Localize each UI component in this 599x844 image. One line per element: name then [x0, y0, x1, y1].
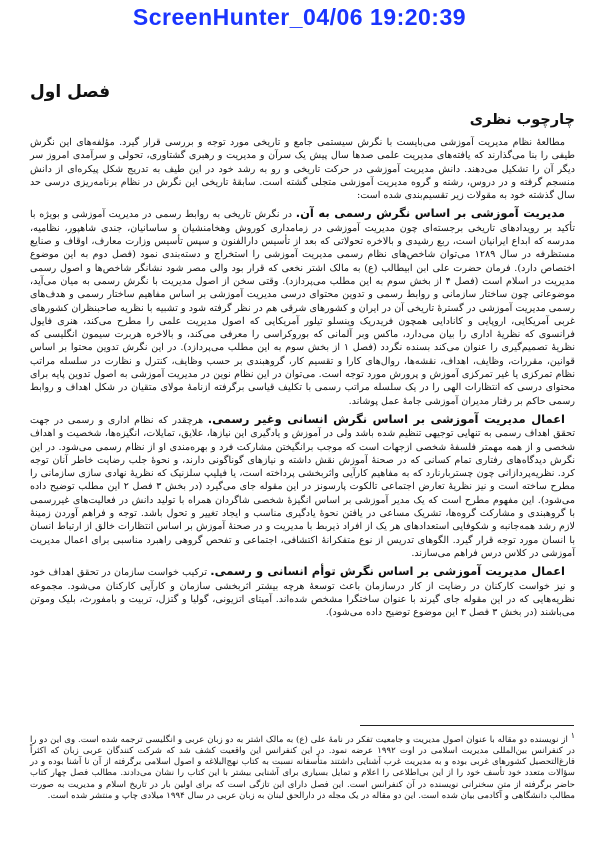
footnote-marker: ۱: [570, 731, 575, 740]
paragraph-heading: مدیریت آموزشی بر اساس نگرش رسمی به آن.: [295, 206, 566, 221]
footnote: [30, 730, 575, 802]
screenhunter-watermark: ScreenHunter_04/06 19:20:39: [132, 4, 467, 30]
section-title: چارچوب نظری: [469, 112, 575, 128]
paragraph-text: هرچقدر که نظام اداری و رسمی در جهت تحقق اهداف رسمی به تنهایی توجیهی تنظیم شده باشد ولی در آموزش و یادگیری این نیازها، علایق، تمایلات، انگیزه‌ها، شخصیت و اهداف شخصی و از همه مهمتر فلسفهٔ شخصی ازجهات است که موجب برانگیختن مشارکت فرد و بهره‌مندی او از نظام رسمی می‌شود. در این نگرش دیدگاه‌های رفتاری تمام کسانی که در صحنهٔ آموزش نقش داشته و نیازهای گوناگونی دارند، و نحوهٔ جلب رضایت خاطر آنان توجه کرد. نظریه‌پردازانی چون چستربارنارد که به مفاهیم کارآیی واثربخشی پرداخته است، یا فیلیپ سلزنیک که نظریهٔ نهادی سازی سازمانی را مطرح ساخته است و نیز نظریهٔ تعارض اجتماعی تالکوت پارسونز در این مقوله جای می‌گیرد (در بخش ۳ فصل ۲ این مطلب توضیح داده می‌شود). این مفهوم مطرح است که یک مدیر آموزشی بر اساس انگیزهٔ شخصی شاگردان همراه با تولید دانش در فعالیت‌های غیررسمی با گروهبندی و مشارکت گروه‌ها، تشریک مساعی در یافتن نحوهٔ یادگیری مناسب و ایجاد تغییر و تحول باشد. توجه و فراهم آوردن زمینهٔ لازم رشد همه‌جانبه و شکوفایی استعدادهای هر یک از افراد ذیربط با مدیریت و در صحنهٔ آموزش بر اساس انتظارات خالق از ارتباط انسان با انسان مورد توجه قرار گیرد. الگوهای تدریس از نوع متفکرانهٔ اکتشافی، اجتماعی و تفحص گروهی راهبرد مناسبی برای اعمال مدیریت آموزشی در کلاس درس فراهم می‌سازند.: [30, 414, 576, 559]
paragraph-formal: [30, 207, 575, 407]
paragraph-human: [30, 413, 575, 560]
paragraph-heading: اعمال مدیریت آموزشی بر اساس نگرش انسانی وغیر رسمی.: [207, 411, 565, 426]
chapter-title: فصل اول: [30, 82, 111, 102]
footnote-divider: [360, 725, 574, 726]
footnote-text: از نویسنده دو مقاله با عنوان اصول مدیریت و جامعیت تفکر در نامهٔ علی (ع) به مالک اشتر به دو زبان عربی و انگلیسی ترجمه شده است. وی این دو را در کنفرانس بین‌المللی مدیریت اسلامی در اوت ۱۹۹۲ عرضه نمود. در این کنفرانس این واقعیت کشف شد که شرکت کنندگان عربی زبان که اکثراً فارغ‌التحصیل کشورهای غربی بوده و به مدیریت غرب آشنایی داشتند متأسفانه نسبت به کتاب نهج‌البلاغه و اصول اسلامی برگرفته از آن نا آشنا بوده و در سؤالات متعدد خود تأسف خود را از این بی‌اطلاعی را اعلام و تمایل بسیاری برای آشنایی بیشتر با این کتاب را نشان می‌دادند. مطالب فصل چهار کتاب حاضر برگرفته از متن سخنرانی نویسنده در آن کنفرانس است. این فصل دارای این تازگی است که برای اولین بار در تاریخ اسلام و مدیریت به صورت مطالب دانشگاهی و آکادمی بیان شده است. این دو مقاله در یک مجله در دارالحق لبنان به زبان عربی در سال ۱۹۹۴ میلادی چاپ و منتشر شده است.: [30, 734, 575, 801]
intro-paragraph: مطالعهٔ نظام مدیریت آموزشی می‌بایست با نگرش سیستمی جامع و تاریخی مورد توجه و بررسی قرار گیرد. مؤلفه‌های این نگرش طیفی را بنا می‌گذارند که یافته‌های مدیریت علمی صدها سال پیش یک سرآن و مدیریت و رهبری گشتاوری، تحولی و سرآمدی امروز سر دیگر آن را تشکیل می‌دهند. دانش مدیریت آموزشی در حرکت تاریخی و رو به رشد خود در این طیف به تدریج شکل پیکره‌ای از دانش منسجم گرفته و در دروس، رشته و گروه مدیریت آموزشی متجلی گشته است. سابقهٔ تاریخی این نگرش در نظام برنامه‌ریزی درسی حد سال گذشته خود به مقولات زیر تقسیم‌بندی شده است:: [30, 137, 575, 202]
paragraph-text: در نگرش تاریخی به روابط رسمی در مدیریت آموزشی و بویژه با تأکید بر رویدادهای تاریخی برجسته‌ای چون مدیریت آموزشی در زمامداری کوروش وهخامنشیان و ساسانیان، جندی شاهپور، نظامیه، مدرسه که ابداع ایرانیان است، ربع رشیدی و بالاخره تحولاتی که بعد از تأسیس دارالفنون و سپس تأسیس وزارت معارف، اوقاف و صنایع مستظرفه در سال ۱۲۸۹ می‌توان شاخص‌های نظام رسمی مدیریت آموزشی را استخراج و دسته‌بندی نمود (فصل دوم به این موضوع اختصاص دارد). فرمان حضرت علی ابن ابیطالب (ع) به مالک اشتر نخعی که قرار بود والی مصر شود نشانگر شاخص‌ها و اصول رسمی مدیریت در اسلام است (فصل ۴ از بخش سوم به این مطلب می‌پردازد). وقتی سخن از اصول مدیریت با نگرش رسمی به میان می‌آید، موضوعاتی چون ساختار سازمانی و روابط رسمی و تدوین محتوای درسی مدیریت آموزشی بر اساس مفاهیم ساختار رسمی و هدف‌های رسمی مدیریت آموزشی در گسترهٔ تاریخی آن در ایران و کشورهای شرقی هم در نظر گرفته شود و تشبیه با نظریه صاحبنظران کشورهای غربی آمریکایی، اروپایی و کانادایی همچون فریدریک وینسلو تیلور آمریکایی که اصول مدیریت علمی را مطرح می‌کند، هنری فایول فرانسوی که نظریهٔ اداری را بیان می‌دارد، ماکس وبر آلمانی که بوروکراسی را معرفی می‌کند، و بالاخره هربرت سیمون انگلیسی که نظریهٔ تصمیم‌گیری را عنوان می‌کند بسنده نگردد (فصل ۱ از بخش سوم به این مطلب می‌پردازد). در این نگرش تدوین محتوا بر اساس قوانین، مقررات، وظایف، اهداف، نقشه‌ها، روال‌های کارا و تقسیم کار، گروهبندی بر حسب وظایف، کنترل و نظارت در سلسله مراتب نظام تمرکزی یا غیر تمرکزی آموزش و پرورش مورد توجه است. می‌توان در این نظام نوین در مدیریت آموزشی به اصول تدوین پایه برای محتوای درسی که انتظارات الهی را در یک سلسله مراتب رسمی با تکلیف قیاسی برگرفته ازنامهٔ مولای متقیان در شکل اهداف و روابط رسمی حاکم بر رفتار مدیران آموزشی جامهٔ عمل پوشاند.: [30, 209, 575, 407]
paragraph-combined: [30, 565, 575, 619]
document-page: [30, 46, 575, 840]
paragraph-heading: اعمال مدیریت آموزشی بر اساس نگرش توأم انسانی و رسمی.: [210, 564, 565, 579]
paragraph-text: ترکیب خواست سازمان در تحقق اهداف خود و نیز خواست کارکنان در رضایت از کار درسازمان باعث توسعهٔ هرچه بیشتر اثربخشی سازمان و کارآیی کارکنان می‌شود. مجموعه نظریه‌هایی که در این مقوله جای گیرند با عنوان ساختگرا مشخص شده‌اند. آمیتای اتزیونی، گولیا و گتزل، تربیت و بامفورث، بلیک وموتن می‌باشند (در بخش ۳ فصل ۳ این موضوع توضیح داده می‌شود).: [30, 567, 575, 619]
body-text: [30, 136, 575, 624]
